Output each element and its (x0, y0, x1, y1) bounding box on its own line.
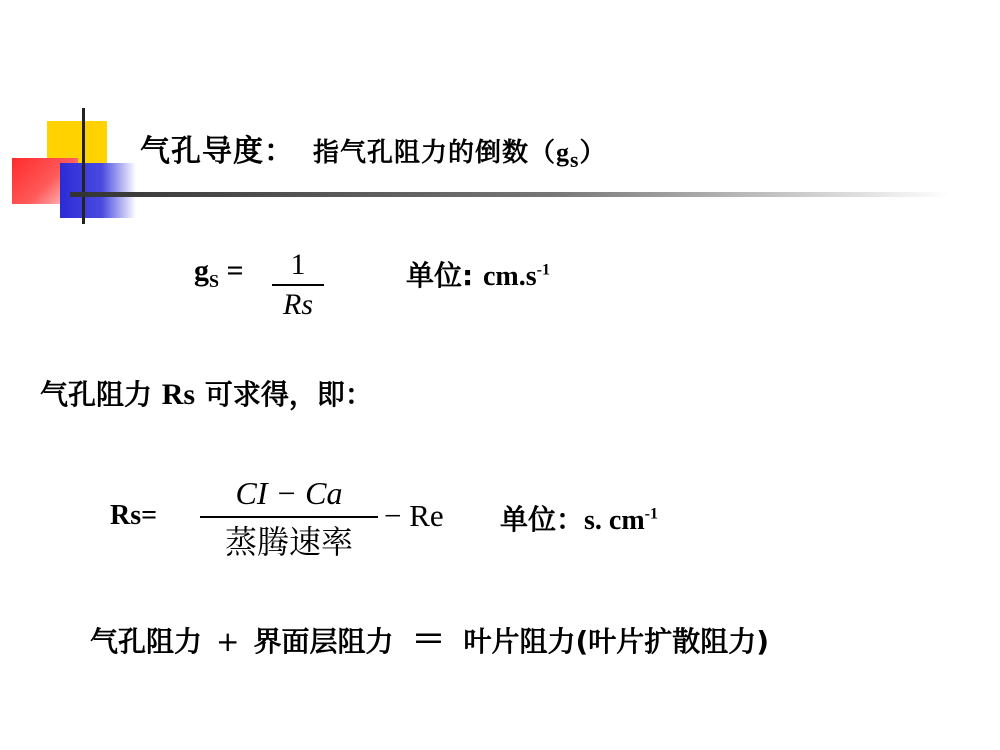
rs-intro-suffix: 可求得，即： (195, 378, 373, 411)
formula1-fraction (272, 248, 324, 320)
title-close-paren: ） (579, 138, 607, 168)
title-symbol-g: g (556, 138, 571, 167)
formula1-unit-exp: -1 (536, 261, 550, 279)
decor-blue-square (60, 163, 136, 218)
formula1-unit-text: cm.s (482, 261, 537, 292)
formula2-fraction (200, 474, 378, 562)
formula1-unit-label: 单位: (406, 259, 483, 292)
rs-intro-prefix: 气孔阻力 (40, 378, 162, 411)
formula2-unit-text: s. cm (584, 505, 645, 536)
formula2-unit-label: 单位： (500, 503, 585, 536)
title-underline (70, 192, 950, 197)
rs-intro-symbol: Rs (161, 378, 196, 411)
formula2-unit-exp: -1 (644, 505, 658, 523)
formula2-numerator: CI − Ca (235, 475, 343, 511)
title-term: 气孔导度： (140, 134, 295, 169)
formula2-denominator: 蒸腾速率 (224, 523, 353, 561)
formula1-fraction-bar (272, 284, 324, 286)
title-symbol-sub: s (570, 148, 580, 173)
formula1-g-sub: S (209, 271, 220, 291)
formula1-denominator: Rs (283, 288, 313, 321)
summary-boundary-resistance: 界面层阻力 (253, 625, 394, 658)
summary-leaf-resistance: 叶片阻力(叶片扩散阻力) (463, 625, 770, 658)
formula1-equals: = (219, 254, 244, 287)
formula2-minus-re: − Re (384, 498, 444, 533)
summary-stomatal-resistance: 气孔阻力 (90, 625, 203, 658)
resistance-summary (90, 612, 769, 661)
title-description (313, 138, 607, 173)
summary-plus: + (216, 625, 240, 658)
formula1-numerator: 1 (290, 248, 306, 281)
formula1-lhs (194, 254, 244, 292)
formula1-g: g (194, 254, 209, 287)
formula2-lhs: Rs= (110, 500, 158, 531)
formula2-fraction-bar (200, 516, 378, 518)
title-symbol (556, 138, 580, 173)
title-desc-text: 指气孔阻力的倒数（ (313, 138, 557, 168)
slide-title (140, 126, 606, 173)
rs-intro-line (40, 373, 373, 413)
formula2-unit (500, 498, 658, 538)
formula1-unit-value (483, 261, 550, 292)
formula1-unit (406, 254, 550, 294)
summary-equals: ＝ (411, 620, 446, 660)
decor-vertical-line (82, 108, 85, 224)
formula2-unit-value (584, 505, 658, 536)
